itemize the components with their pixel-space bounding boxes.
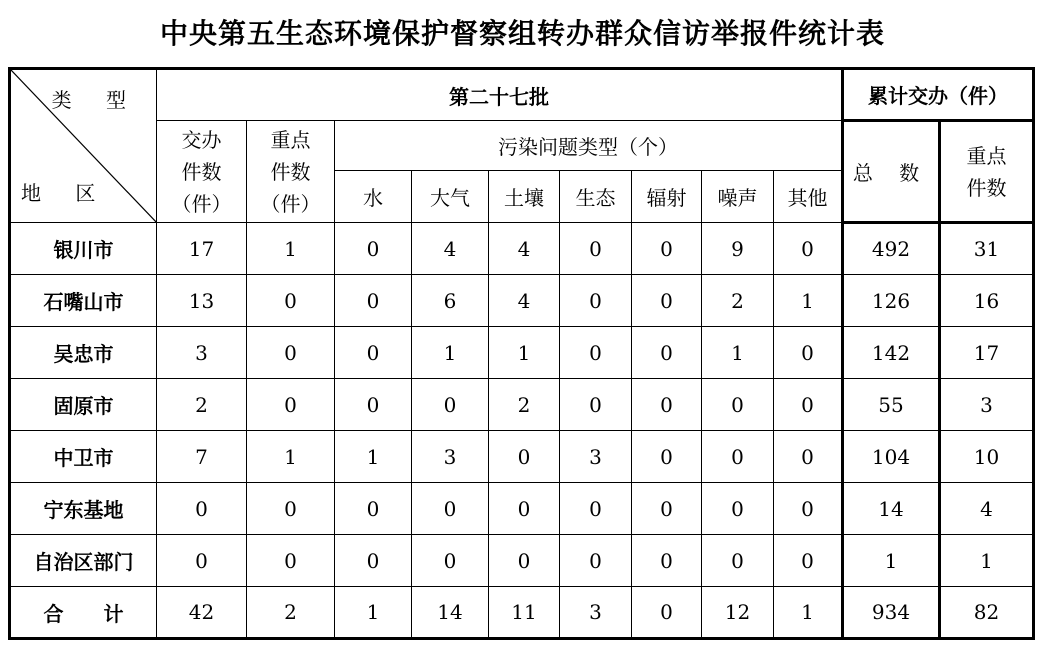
assigned-count-header: 交办 件数 （件）: [157, 121, 247, 223]
noise-cell: 0: [702, 379, 774, 431]
ecology-cell: 0: [560, 275, 632, 327]
key-cell: 0: [247, 327, 335, 379]
pollution-noise-header: 噪声: [702, 171, 774, 223]
diagonal-header-cell: [10, 69, 157, 223]
pollution-other-header: 其他: [774, 171, 843, 223]
region-cell: 银川市: [10, 223, 157, 275]
assigned-cell: 7: [157, 431, 247, 483]
radiation-cell: 0: [632, 431, 702, 483]
soil-cell: 1: [489, 327, 560, 379]
air-cell: 1: [412, 327, 489, 379]
total-cell: 934: [843, 587, 940, 639]
air-cell: 3: [412, 431, 489, 483]
cumulative-key-header: 重点 件数: [940, 121, 1034, 223]
other-cell: 0: [774, 379, 843, 431]
cumulative-header: 累计交办（件）: [843, 69, 1034, 121]
water-cell: 0: [335, 327, 412, 379]
assigned-cell: 3: [157, 327, 247, 379]
radiation-cell: 0: [632, 483, 702, 535]
radiation-cell: 0: [632, 223, 702, 275]
noise-cell: 1: [702, 327, 774, 379]
radiation-cell: 0: [632, 275, 702, 327]
ecology-cell: 0: [560, 223, 632, 275]
total-cell: 104: [843, 431, 940, 483]
table-row: [10, 431, 1034, 483]
region-cell: 中卫市: [10, 431, 157, 483]
pollution-soil-header: 土壤: [489, 171, 560, 223]
region-cell: 吴忠市: [10, 327, 157, 379]
assigned-cell: 13: [157, 275, 247, 327]
soil-cell: 0: [489, 431, 560, 483]
soil-cell: 11: [489, 587, 560, 639]
noise-cell: 9: [702, 223, 774, 275]
water-cell: 0: [335, 223, 412, 275]
key-count-header: 重点 件数 （件）: [247, 121, 335, 223]
water-cell: 0: [335, 275, 412, 327]
pollution-radiation-header: 辐射: [632, 171, 702, 223]
cumulative-key-cell: 16: [940, 275, 1034, 327]
region-header-label: 地 区: [21, 181, 110, 205]
radiation-cell: 0: [632, 327, 702, 379]
air-cell: 0: [412, 535, 489, 587]
total-cell: 492: [843, 223, 940, 275]
ecology-cell: 0: [560, 379, 632, 431]
other-cell: 0: [774, 223, 843, 275]
noise-cell: 2: [702, 275, 774, 327]
table-body: [10, 223, 1034, 639]
region-cell: 宁东基地: [10, 483, 157, 535]
water-cell: 1: [335, 587, 412, 639]
air-cell: 14: [412, 587, 489, 639]
cumulative-key-cell: 31: [940, 223, 1034, 275]
other-cell: 0: [774, 327, 843, 379]
statistics-table: [8, 67, 1035, 640]
table-header: [10, 69, 1034, 223]
total-cell: 126: [843, 275, 940, 327]
region-cell: 自治区部门: [10, 535, 157, 587]
assigned-cell: 17: [157, 223, 247, 275]
ecology-cell: 3: [560, 431, 632, 483]
radiation-cell: 0: [632, 587, 702, 639]
pollution-air-header: 大气: [412, 171, 489, 223]
cumulative-key-cell: 17: [940, 327, 1034, 379]
ecology-cell: 0: [560, 483, 632, 535]
water-cell: 0: [335, 535, 412, 587]
air-cell: 0: [412, 483, 489, 535]
ecology-cell: 3: [560, 587, 632, 639]
air-cell: 0: [412, 379, 489, 431]
table-row: [10, 275, 1034, 327]
page-title: 中央第五生态环境保护督察组转办群众信访举报件统计表: [159, 17, 885, 50]
ecology-cell: 0: [560, 535, 632, 587]
noise-cell: 0: [702, 431, 774, 483]
type-header-label: 类 型: [51, 88, 140, 112]
air-cell: 6: [412, 275, 489, 327]
key-cell: 0: [247, 483, 335, 535]
ecology-cell: 0: [560, 327, 632, 379]
total-cell: 142: [843, 327, 940, 379]
other-cell: 1: [774, 587, 843, 639]
cumulative-key-cell: 4: [940, 483, 1034, 535]
pollution-ecology-header: 生态: [560, 171, 632, 223]
assigned-cell: 2: [157, 379, 247, 431]
table-row: [10, 535, 1034, 587]
soil-cell: 0: [489, 535, 560, 587]
radiation-cell: 0: [632, 535, 702, 587]
key-cell: 2: [247, 587, 335, 639]
soil-cell: 2: [489, 379, 560, 431]
table-row: [10, 223, 1034, 275]
noise-cell: 0: [702, 535, 774, 587]
soil-cell: 4: [489, 223, 560, 275]
other-cell: 1: [774, 275, 843, 327]
table-row: [10, 327, 1034, 379]
key-cell: 0: [247, 535, 335, 587]
key-cell: 1: [247, 223, 335, 275]
other-cell: 0: [774, 535, 843, 587]
total-count-header: 总 数: [843, 121, 940, 223]
total-cell: 14: [843, 483, 940, 535]
batch-header: 第二十七批: [157, 69, 843, 121]
water-cell: 0: [335, 483, 412, 535]
cumulative-key-cell: 10: [940, 431, 1034, 483]
soil-cell: 0: [489, 483, 560, 535]
total-row-label: 合 计: [10, 587, 157, 639]
pollution-water-header: 水: [335, 171, 412, 223]
table-row: [10, 379, 1034, 431]
cumulative-key-cell: 1: [940, 535, 1034, 587]
noise-cell: 12: [702, 587, 774, 639]
cumulative-key-cell: 3: [940, 379, 1034, 431]
assigned-cell: 0: [157, 535, 247, 587]
assigned-cell: 0: [157, 483, 247, 535]
pollution-type-header: 污染问题类型（个）: [335, 121, 843, 171]
key-cell: 0: [247, 275, 335, 327]
water-cell: 1: [335, 431, 412, 483]
radiation-cell: 0: [632, 379, 702, 431]
key-cell: 0: [247, 379, 335, 431]
other-cell: 0: [774, 483, 843, 535]
table-row: [10, 483, 1034, 535]
key-cell: 1: [247, 431, 335, 483]
water-cell: 0: [335, 379, 412, 431]
air-cell: 4: [412, 223, 489, 275]
total-cell: 1: [843, 535, 940, 587]
region-cell: 固原市: [10, 379, 157, 431]
other-cell: 0: [774, 431, 843, 483]
total-row: [10, 587, 1034, 639]
cumulative-key-cell: 82: [940, 587, 1034, 639]
noise-cell: 0: [702, 483, 774, 535]
total-cell: 55: [843, 379, 940, 431]
soil-cell: 4: [489, 275, 560, 327]
region-cell: 石嘴山市: [10, 275, 157, 327]
assigned-cell: 42: [157, 587, 247, 639]
